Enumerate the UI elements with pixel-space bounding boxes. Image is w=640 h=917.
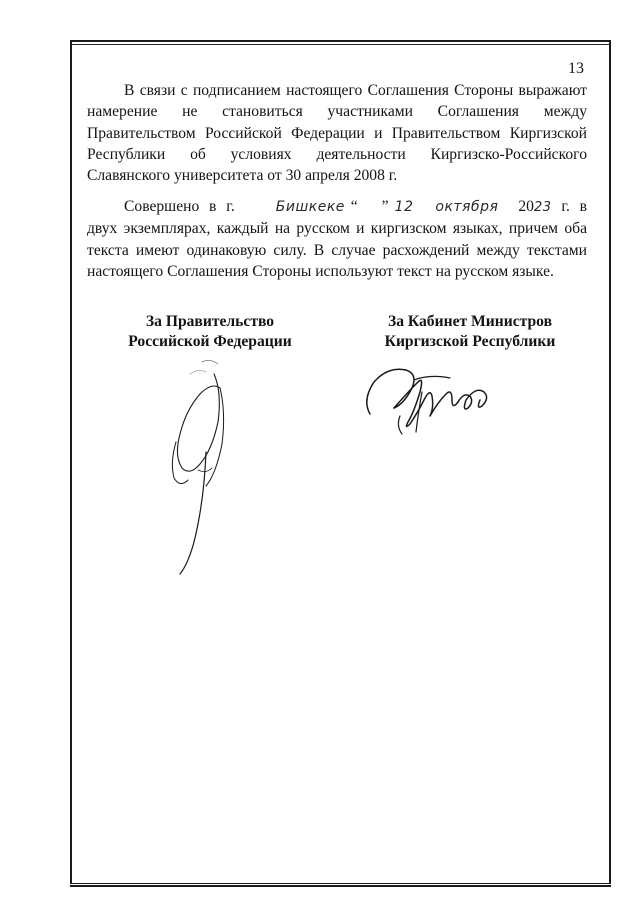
signatory-kyrgyzstan-line2: Киргизской Республики [384,333,556,350]
signature-kyrgyzstan [360,352,510,442]
paragraph-intent: В связи с подписанием настоящего Соглашения Стороны выражают намерение не становиться участниками Соглашения между Правительством Российской Федерации и Правительством Киргизской Республики об условиях деятельности Киргизско-Российского Славянского университета от 30 апреля 2008 г. [87,82,587,185]
signatory-russia-line1: За Правительство [145,313,275,330]
paragraph-done-at [87,196,587,282]
done-at-suffix: г. в двух экземплярах, каждый на русском и киргизском языках, причем оба текста имеют одинаковую силу. В случае расхождений между текстами настоящего Соглашения Стороны используют текст на русском языке. [87,198,587,280]
handwritten-month: октября [435,199,499,215]
done-at-prefix: Совершено в г. [124,198,235,215]
signatory-russia [120,312,300,352]
handwritten-day: 12 [394,199,414,215]
page-border-bottom-outer-line [70,885,611,887]
year-prefix: 20 [518,198,534,215]
signatory-kyrgyzstan-line1: За Кабинет Министров [387,313,553,330]
quote-open: “ [350,198,358,215]
page-border-top-inner-line [72,44,609,45]
handwritten-year: 23 [533,200,552,215]
handwritten-place: Бишкеке [275,199,345,215]
signature-russia [140,352,270,582]
quote-close: ” [381,198,389,215]
signatory-kyrgyzstan [370,312,570,352]
signatory-russia-line2: Российской Федерации [128,333,292,350]
page-number: 13 [568,60,584,77]
